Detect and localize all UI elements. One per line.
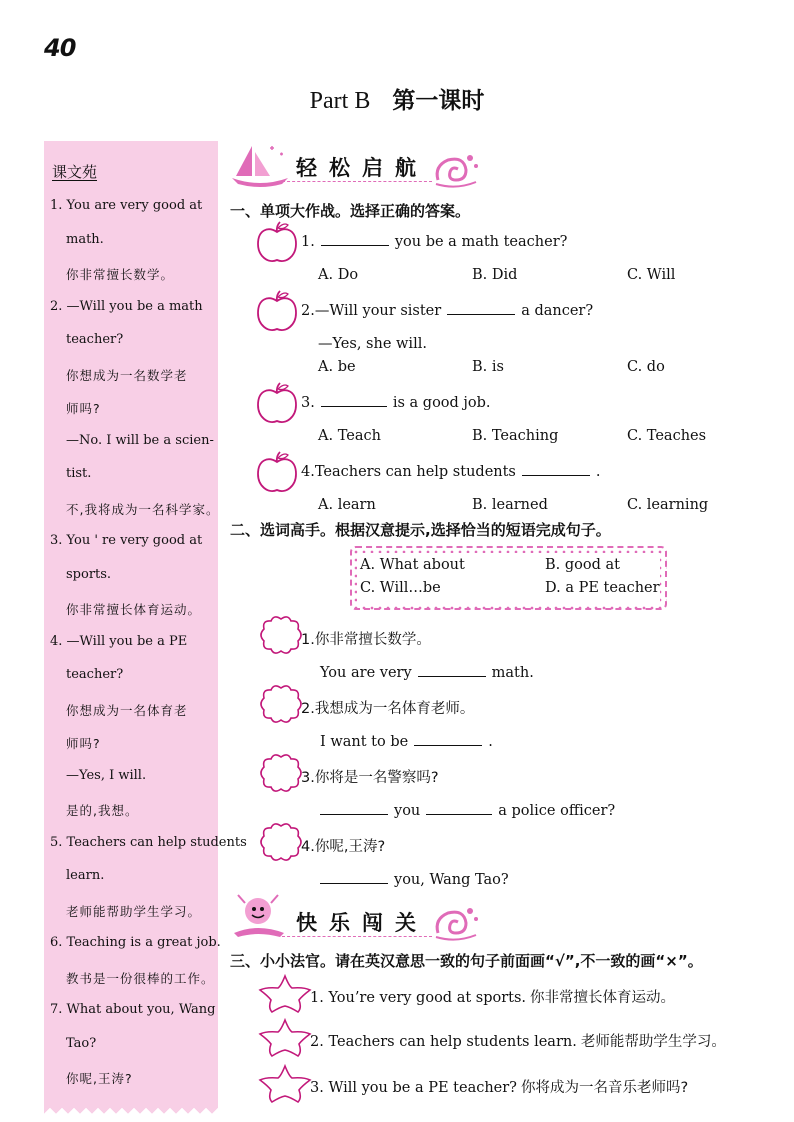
answer-line: —Yes, she will. xyxy=(318,336,427,352)
answer-blank[interactable] xyxy=(522,463,590,476)
sidebar-line: 你呢,王涛? xyxy=(66,1071,133,1086)
chinese-text: 你非常擅长体育运动。 xyxy=(530,990,676,1006)
sidebar-line: 你想成为一名数学老 xyxy=(66,367,188,383)
option-a[interactable]: A. learn xyxy=(318,497,376,513)
answer-blank[interactable] xyxy=(418,664,486,677)
sentence-suffix: . xyxy=(488,734,493,750)
item-number: 4. xyxy=(301,839,315,855)
word-option-d: D. a PE teacher xyxy=(545,580,660,596)
sidebar-line: tist. xyxy=(66,466,92,481)
lesson-label: 第一课时 xyxy=(392,88,485,114)
part-label: Part B xyxy=(309,88,371,114)
section3-heading: 三、小小法官。请在英汉意思一致的句子前面画“√”,不一致的画“×”。 xyxy=(230,952,703,970)
swirl-decoration-icon xyxy=(432,150,480,190)
sidebar-line: 是的,我想。 xyxy=(66,803,139,818)
hint-text: 我想成为一名体育老师。 xyxy=(314,701,475,717)
sentence-prefix: I want to be xyxy=(320,734,409,750)
sidebar-line: 你非常擅长数学。 xyxy=(66,267,175,282)
sidebar-line: 7. What about you, Wang xyxy=(50,1002,216,1017)
sidebar-line: 你想成为一名体育老 xyxy=(66,702,188,718)
swirl-decoration-icon xyxy=(432,903,480,943)
answer-blank[interactable] xyxy=(320,871,388,884)
answer-blank[interactable] xyxy=(426,802,492,815)
word-option-c: C. Will…be xyxy=(360,580,441,596)
sentence-prefix: You are very xyxy=(320,665,412,681)
question-suffix: a dancer? xyxy=(521,303,594,319)
option-c[interactable]: C. Will xyxy=(627,267,676,283)
answer-blank[interactable] xyxy=(321,394,387,407)
question-text xyxy=(301,463,601,480)
sidebar-line: 6. Teaching is a great job. xyxy=(50,935,221,950)
flower-answer-icon[interactable] xyxy=(258,614,304,656)
english-text: 2. Teachers can help students learn. xyxy=(310,1034,577,1050)
hint-chinese xyxy=(301,835,385,856)
option-a[interactable]: A. Do xyxy=(318,267,359,283)
option-b[interactable]: B. learned xyxy=(472,497,548,513)
question-number: 3. xyxy=(301,395,315,411)
sidebar-line: —No. I will be a scien- xyxy=(66,432,214,448)
flower-answer-icon[interactable] xyxy=(258,752,304,794)
question-text xyxy=(301,233,567,250)
option-a[interactable]: A. Teach xyxy=(318,428,381,444)
banner1-title: 轻松启航 xyxy=(296,156,428,180)
sidebar-line: 教书是一份很棒的工作。 xyxy=(66,970,215,986)
word-option-b: B. good at xyxy=(545,557,620,573)
sentence-suffix: you, Wang Tao? xyxy=(394,872,509,888)
item-number: 3. xyxy=(301,770,315,786)
sidebar-line: 你非常擅长体育运动。 xyxy=(66,602,202,617)
sentence-suffix: math. xyxy=(491,665,534,681)
sidebar-line: learn. xyxy=(66,868,105,883)
word-box xyxy=(350,546,667,610)
english-sentence xyxy=(320,733,493,750)
sidebar-title: 课文苑 xyxy=(52,163,98,181)
sidebar-line: 不,我将成为一名科学家。 xyxy=(66,501,220,517)
sidebar-line: 1. You are very good at xyxy=(50,198,203,213)
section1-heading: 一、单项大作战。选择正确的答案。 xyxy=(230,202,471,220)
sidebar-line: 师吗? xyxy=(66,401,101,416)
judge-sentence xyxy=(310,986,675,1007)
star-answer-icon[interactable] xyxy=(258,1064,312,1104)
english-sentence xyxy=(320,871,509,888)
question-number: 2. xyxy=(301,303,315,319)
english-text: 3. Will you be a PE teacher? xyxy=(310,1080,517,1096)
apple-answer-icon[interactable] xyxy=(254,220,300,266)
option-c[interactable]: C. do xyxy=(627,359,665,375)
chinese-text: 老师能帮助学生学习。 xyxy=(580,1034,726,1050)
sailboat-icon xyxy=(230,142,290,190)
option-c[interactable]: C. Teaches xyxy=(627,428,707,444)
answer-blank[interactable] xyxy=(447,302,515,315)
section2-heading: 二、选词高手。根据汉意提示,选择恰当的短语完成句子。 xyxy=(230,521,611,539)
hint-chinese xyxy=(301,697,474,718)
option-b[interactable]: B. Teaching xyxy=(472,428,559,444)
sidebar-line: 5. Teachers can help students xyxy=(50,834,247,850)
star-answer-icon[interactable] xyxy=(258,1018,312,1058)
sidebar-line: 4. —Will you be a PE xyxy=(50,633,188,649)
judge-sentence xyxy=(310,1076,688,1097)
option-c[interactable]: C. learning xyxy=(627,497,709,513)
hint-chinese xyxy=(301,766,439,787)
banner2-title: 快乐闯关 xyxy=(296,911,428,935)
apple-answer-icon[interactable] xyxy=(254,381,300,427)
page-number: 40 xyxy=(44,34,76,62)
chinese-text: 你将成为一名音乐老师吗? xyxy=(520,1080,689,1096)
answer-blank[interactable] xyxy=(414,733,482,746)
sidebar-line: math. xyxy=(66,231,104,247)
sentence-suffix: a police officer? xyxy=(498,803,616,819)
apple-answer-icon[interactable] xyxy=(254,450,300,496)
sidebar-line: 2. —Will you be a math xyxy=(50,298,203,314)
hint-text: 你非常擅长数学。 xyxy=(314,632,431,648)
english-sentence xyxy=(320,802,615,819)
question-prefix: —Will your sister xyxy=(314,303,442,319)
question-suffix: you be a math teacher? xyxy=(394,234,568,250)
question-text xyxy=(301,302,593,319)
item-number: 1. xyxy=(301,632,315,648)
question-suffix: . xyxy=(595,464,601,480)
english-sentence xyxy=(320,664,534,681)
item-number: 2. xyxy=(301,701,315,717)
english-text: 1. You’re very good at sports. xyxy=(310,990,527,1006)
hint-text: 你呢,王涛? xyxy=(314,839,386,855)
judge-sentence xyxy=(310,1030,726,1051)
star-answer-icon[interactable] xyxy=(258,974,312,1014)
sidebar-line: 老师能帮助学生学习。 xyxy=(66,903,202,919)
hint-text: 你将是一名警察吗? xyxy=(314,770,439,786)
apple-answer-icon[interactable] xyxy=(254,289,300,335)
page-title xyxy=(0,82,794,115)
sidebar xyxy=(44,141,247,1108)
sidebar-line: Tao? xyxy=(66,1035,97,1051)
flower-answer-icon[interactable] xyxy=(258,821,304,863)
hint-chinese xyxy=(301,628,431,649)
question-number: 4. xyxy=(301,464,315,480)
question-text xyxy=(301,394,491,411)
option-a[interactable]: A. be xyxy=(318,359,356,375)
answer-blank[interactable] xyxy=(321,233,389,246)
question-suffix: is a good job. xyxy=(392,395,491,411)
option-b[interactable]: B. Did xyxy=(472,267,518,283)
word-option-a: A. What about xyxy=(360,557,465,573)
sidebar-line: —Yes, I will. xyxy=(66,767,147,783)
question-prefix: Teachers can help students xyxy=(314,464,516,480)
question-number: 1. xyxy=(301,234,315,250)
sidebar-line: 3. You ' re very good at xyxy=(50,533,203,548)
flower-answer-icon[interactable] xyxy=(258,683,304,725)
sidebar-line: teacher? xyxy=(66,667,124,682)
sidebar-line: 师吗? xyxy=(66,736,101,751)
answer-blank[interactable] xyxy=(320,802,388,815)
sidebar-line: sports. xyxy=(66,566,112,582)
sentence-middle: you xyxy=(394,803,421,819)
option-b[interactable]: B. is xyxy=(472,359,504,375)
cartoon-mascot-icon xyxy=(230,893,288,939)
sidebar-line: teacher? xyxy=(66,332,124,347)
